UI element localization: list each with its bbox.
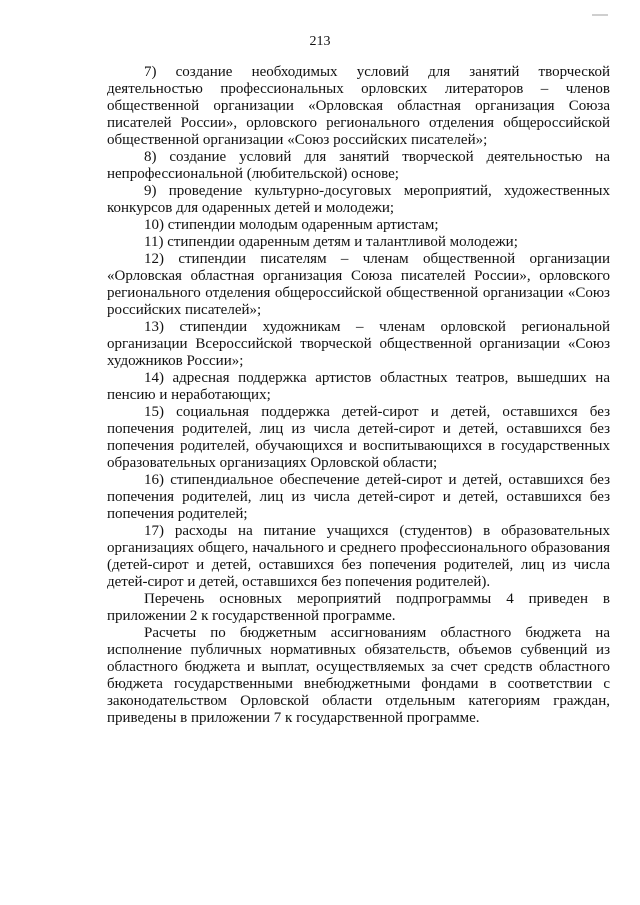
page-number: 213 bbox=[309, 34, 331, 49]
paragraph-activities-list: Перечень основных мероприятий подпрограммы 4 приведен в приложении 2 к государственной программе. bbox=[107, 591, 610, 624]
scan-mark bbox=[592, 14, 608, 16]
body-text bbox=[107, 64, 610, 727]
paragraph-item-9: 9) проведение культурно-досуговых мероприятий, художественных конкурсов для одаренных детей и молодежи; bbox=[107, 183, 610, 216]
paragraph-item-15: 15) социальная поддержка детей-сирот и детей, оставшихся без попечения родителей, лиц из числа детей-сирот и детей, оставшихся без попечения родителей, обучающихся и воспитывающихся в государственных образовательных организациях Орловской области; bbox=[107, 404, 610, 471]
paragraph-item-11: 11) стипендии одаренным детям и талантливой молодежи; bbox=[144, 234, 518, 250]
paragraph-item-14: 14) адресная поддержка артистов областных театров, вышедших на пенсию и неработающих; bbox=[107, 370, 610, 403]
paragraph-item-10: 10) стипендии молодым одаренным артистам; bbox=[144, 217, 439, 233]
paragraph-item-13: 13) стипендии художникам – членам орловской региональной организации Всероссийской творческой общественной организации «Союз художников России»; bbox=[107, 319, 610, 369]
paragraph-item-7: 7) создание необходимых условий для занятий творческой деятельностью профессиональных орловских литераторов – членов общественной организации «Орловская областная организация Союза писателей России», орловского регионального отделения общероссийской общественной организации «Союз российских писателей»; bbox=[107, 64, 610, 148]
paragraph-budget-calculations: Расчеты по бюджетным ассигнованиям областного бюджета на исполнение публичных нормативных обязательств, объемов субвенций из областного бюджета и выплат, осуществляемых за счет средств областного бюджета государственными внебюджетными фондами в соответствии с законодательством Орловской области отдельным категориям граждан, приведены в приложении 7 к государственной программе. bbox=[107, 625, 610, 726]
paragraph-item-12: 12) стипендии писателям – членам общественной организации «Орловская областная организация Союза писателей России», орловского регионального отделения общероссийской общественной организации «Союз российских писателей»; bbox=[107, 251, 610, 318]
paragraph-item-17: 17) расходы на питание учащихся (студентов) в образовательных организациях общего, начального и среднего профессионального образования (детей-сирот и детей, оставшихся без попечения родителей, лиц из числа детей-сирот и детей, оставшихся без попечения родителей). bbox=[107, 523, 610, 590]
paragraph-item-16: 16) стипендиальное обеспечение детей-сирот и детей, оставшихся без попечения родителей, лиц из числа детей-сирот и детей, оставшихся без попечения родителей; bbox=[107, 472, 610, 522]
paragraph-item-8: 8) создание условий для занятий творческой деятельностью на непрофессиональной (любительской) основе; bbox=[107, 149, 610, 182]
